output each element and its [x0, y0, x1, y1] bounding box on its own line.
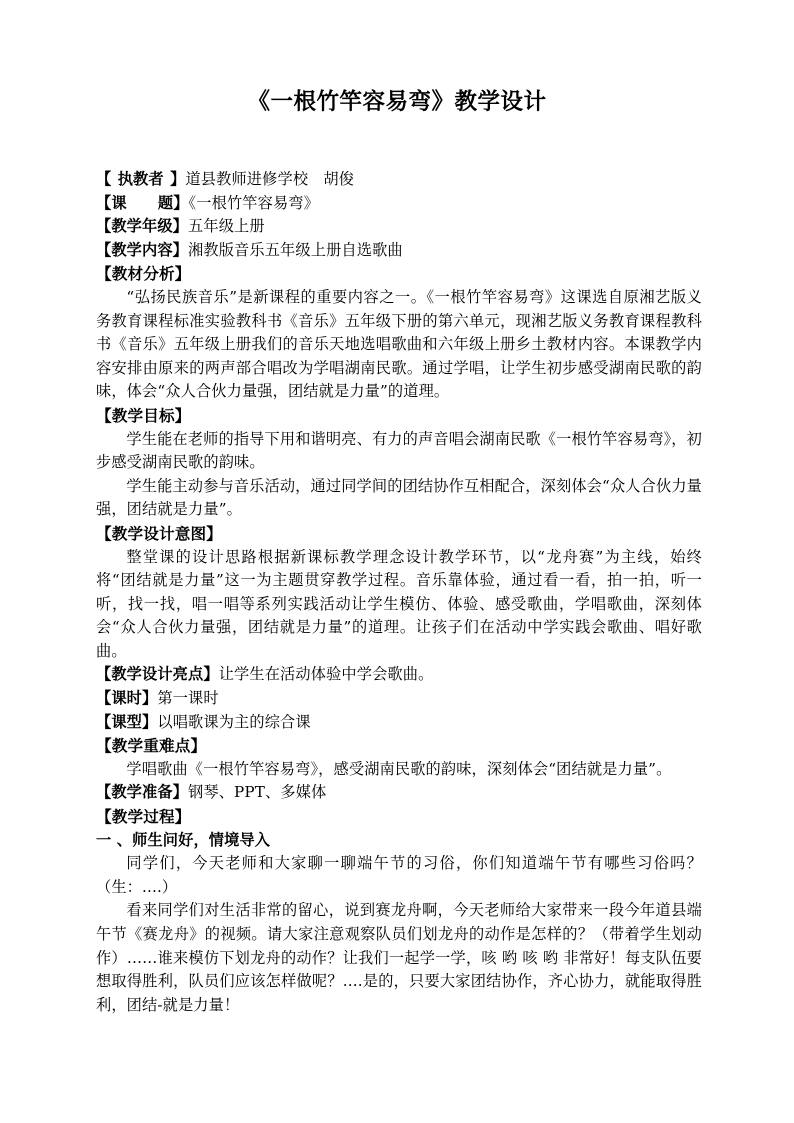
field-grade-value: 五年级上册 [188, 217, 265, 236]
paragraph-section-one-1: 同学们，今天老师和大家聊一聊端午节的习俗，你们知道端午节有哪些习俗吗？（生：....） [96, 854, 702, 896]
paragraph-section-one-2: 看来同学们对生活非常的留心，说到赛龙舟啊，今天老师给大家带来一段今年道县端午节《赛龙舟》的视频。请大家注意观察队员们划龙舟的动作是怎样的？（带着学生划动作）……谁来模仿下划龙舟的动作？让我们一起学一学，咳 哟 咳 哟 非常好！每支队伍要想取得胜利，队员们应该怎样做呢？....是的，只要大家团结协作，齐心协力，就能取得胜利，团结-就是力量！ [96, 901, 702, 1014]
field-period [96, 687, 702, 711]
field-grade [96, 215, 702, 239]
field-lesson-type-value: 以唱歌课为主的综合课 [157, 712, 311, 731]
heading-design-intent: 【教学设计意图】 [96, 523, 222, 543]
field-teacher [96, 168, 702, 192]
field-highlight-value: 让学生在活动体验中学会歌曲。 [218, 665, 434, 684]
heading-key-points: 【教学重难点】 [96, 736, 207, 756]
field-grade-label: 【教学年级】 [96, 217, 189, 236]
field-content-label: 【教学内容】 [96, 240, 189, 259]
field-teacher-name: 胡俊 [323, 170, 355, 188]
field-lesson-type-label: 【课型】 [96, 712, 158, 731]
field-lesson-type [96, 711, 702, 735]
field-teacher-value: 道县教师进修学校 [185, 170, 309, 188]
heading-material-analysis: 【教材分析】 [96, 264, 191, 284]
paragraph-material-analysis: “弘扬民族音乐”是新课程的重要内容之一。《一根竹竿容易弯》这课选自原湘艺版义务教育课程标准实验教科书《音乐》五年级下册的第六单元，现湘艺版义务教育课程教科书《音乐》五年级上册我们的音乐天地选唱歌曲和六年级上册乡土教材内容。本课教学内容安排由原来的两声部合唱改为学唱湖南民歌。通过学唱，让学生初步感受湖南民歌的韵味，体会“众人合伙力量强，团结就是力量”的道理。 [96, 287, 702, 401]
field-period-label: 【课时】 [96, 689, 158, 708]
field-preparation-value: 钢琴、PPT、多媒体 [188, 783, 327, 802]
field-teacher-label: 【 执教者 】 [96, 170, 186, 188]
heading-section-one: 一 、师生问好，情境导入 [96, 830, 271, 849]
paragraph-objective-1: 学生能在老师的指导下用和谐明亮、有力的声音唱会湖南民歌《一根竹竿容易弯》，初步感受湖南民歌的韵味。 [96, 429, 702, 472]
paragraph-design-intent: 整堂课的设计思路根据新课标教学理念设计教学环节，以“龙舟赛”为主线，始终将“团结就是力量”这一为主题贯穿教学过程。音乐靠体验，通过看一看，拍一拍，听一听，找一找，唱一唱等系列实践活动让学生模仿、体验、感受歌曲，学唱歌曲，深刻体会“众人合伙力量强，团结就是力量”的道理。让孩子们在活动中学实践会歌曲、唱好歌曲。 [96, 547, 702, 660]
field-highlight-label: 【教学设计亮点】 [96, 665, 219, 684]
field-preparation [96, 781, 702, 805]
field-period-value: 第一课时 [157, 689, 219, 708]
field-content [96, 239, 702, 263]
document-body [96, 168, 702, 1017]
heading-objectives: 【教学目标】 [96, 405, 191, 425]
field-topic-label: 【课 题】 [96, 193, 189, 212]
paragraph-objective-2: 学生能主动参与音乐活动，通过同学间的团结协作互相配合，深刻体会“众人合伙力量强，团结就是力量”。 [96, 476, 702, 519]
heading-process: 【教学过程】 [96, 807, 191, 827]
page-title: 《一根竹竿容易弯》教学设计 [247, 89, 547, 115]
field-topic-value: 《一根竹竿容易弯》 [188, 193, 319, 212]
paragraph-key-points: 学唱歌曲《一根竹竿容易弯》，感受湖南民歌的韵味，深刻体会“团结就是力量”。 [126, 759, 672, 778]
field-preparation-label: 【教学准备】 [96, 783, 189, 802]
field-content-value: 湘教版音乐五年级上册自选歌曲 [188, 240, 403, 259]
field-topic [96, 192, 702, 216]
field-highlight [96, 663, 702, 687]
